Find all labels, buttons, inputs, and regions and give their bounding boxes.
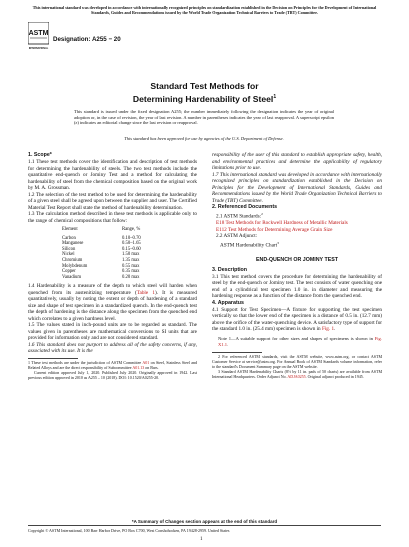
note-1 [212,336,382,347]
standard-note: This standard is issued under the fixed designation A255; the number immediately following the designation indicates the year of original adoption or, in the case of revision, the year of last revision. A number in parentheses indicates the year of last reapproval. A superscript epsilon (ε) indicates an editorial change since the last revision or reapproval. [74,109,334,125]
right-column [212,152,382,380]
note-text-b: . [227,341,229,347]
title-line-2 [30,92,379,105]
composition-table [62,227,141,280]
apparatus-heading: 4. Apparatus [212,299,244,306]
table-header-element: Element [62,227,78,232]
subcommittee-link[interactable]: A01.13 [132,364,145,370]
scope-heading: 1. Scope* [28,152,52,158]
paragraph-4-1 [212,307,382,333]
paragraph-1-4 [28,283,197,322]
table-1-link[interactable]: Table 1 [136,289,155,296]
p1-4-text-a: 1.4 Hardenability is a measure of the depth to which steel will harden when quenched from its austenitizing temperature ( [28,283,197,296]
paragraph-1-7: 1.7 This international standard was developed in accordance with internationally recognized principles on standardization established in the Decision on Principles for the Development of International Standards, Guides and Recommendations issued by the World Trade Organization Technical Barriers to Trade (TBT) Committee. [212,171,382,204]
paragraph-1-6: 1.6 This standard does not purport to address all of the safety concerns, if any, associated with its use. It is the [28,341,197,355]
paragraph-1-6-continued: responsibility of the user of this standard to establish appropriate safety, health, and environmental practices and determine the applicability of regulatory limitations prior to use. [212,152,382,171]
astm-logo [28,22,49,51]
table-cell: 0.50–1.65 [122,241,141,247]
table-cell: 0.20 max [122,274,140,280]
left-column [28,152,197,380]
svg-text:INTERNATIONAL: INTERNATIONAL [28,47,49,50]
p4-1-text-a: 4.1 Support for Test Specimen—A fixture for supporting the test specimen vertically so that the lower end of the specimen is a distance of 0.5 in. (12.7 mm) above the orifice of the water-quenching device. A satisfactory type of support for the standard 1.0 in. (25.4 mm) specimen is shown in [212,306,383,333]
summary-of-changes-note: *A Summary of Changes section appears at the end of this standard [131,519,278,524]
e18-title-link[interactable]: Test Methods for Rockwell Hardness of Metallic Materials [224,220,348,227]
table-cell: Carbon [62,235,76,241]
e18-link[interactable]: E18 [216,220,225,227]
e112-link[interactable]: E112 [216,226,227,233]
astm-adjunct-label: 2.2 ASTM Adjunct: [216,233,258,240]
description-heading: 3. Description [212,266,248,273]
table-cell: Silicon [62,246,76,252]
paragraph-1-5: 1.5 The values stated in inch-pound units are to be regarded as standard. The values given in parentheses are mathematical conversions to SI units that are provided for information only and are not considered standard. [28,322,197,342]
table-cell: Nickel [62,252,75,258]
fn3-text-a: 3 Standard ASTM Hardenability Charts (8½ by 11 in. pads of 50 charts) are available from ASTM International Headquarters. Order Adjunct No. [212,368,382,379]
p4-1-text-b: . [334,326,336,333]
table-header-range: Range, % [122,227,141,232]
document-title [30,81,379,104]
footnote-2-ref: 2 [261,212,263,216]
table-cell: 1.35 max [122,257,140,263]
title-line-1: Standard Test Methods for [150,81,259,91]
svg-text:ASTM: ASTM [28,30,49,37]
table-cell: 0.35 max [122,269,140,275]
table-cell: Copper [62,269,76,275]
table-cell: 0.15–0.60 [122,246,141,252]
paragraph-3-1: 3.1 This test method covers the procedure for determining the hardenability of steel by the end-quench or Jominy test. The test consists of water quenching one end of a cylindrical test specimen 1.0 in. in diameter and measuring the hardening response as a function of the distance from the quenched end. [212,273,382,300]
footnote-3-ref: 3 [277,240,279,245]
footer-divider [28,525,381,526]
referenced-documents-heading: 2. Referenced Documents [212,204,278,210]
e112-title-link[interactable]: Test Methods for Determining Average Grain Size [226,226,333,233]
ref-adjunct [212,240,382,249]
refs-sub1-text: 2.1 ASTM Standards: [216,213,262,220]
top-notice: This international standard was developed in accordance with internationally recognized principles on standardization established in the Decision on Principles for the Development of International Standards, Guides and Recommendations issued by the World Trade Organization Technical Barriers to Trade (TBT) Committee. [32,5,377,15]
footnote-divider-right [212,352,262,353]
table-cell: 0.10–0.70 [122,235,141,241]
paragraph-1-3: 1.3 The calculation method described in these test methods is applicable only to the range of chemical compositions that follow: [28,211,197,224]
table-cell: 0.55 max [122,263,140,269]
footnote-1-edition: Current edition approved July 1, 2020. Published July 2020. Originally approved in 1942. Last previous edition approved in 2010 as A255 – 10 (2018). DOI: 10.1520/A0255-20. [28,369,197,380]
fn1-text-c: on Bars. [144,364,159,370]
end-quench-heading: END-QUENCH OR JOMINY TEST [255,256,338,263]
table-cell: Molybdenum [62,263,88,269]
paragraph-1-1: 1.1 These test methods cover the identification and description of test methods for determining the hardenability of steels. The two test methods include the quantitative end-quench or Jominy Test and a method for calculating the hardenability of steel from the chemical composition based on the original work by M. A. Grossman. [28,159,197,191]
page-number: 1 [200,537,203,542]
dod-approval-note: This standard has been approved for use by agencies of the U.S. Department of Defense. [124,136,284,141]
footnote-divider [28,358,78,359]
title-line-2-text: Determining Hardenability of Steel [132,93,274,104]
note-text-a: Note 1—A suitable support for other sizes and shapes of specimens is shown in [218,335,375,341]
footnote-2: 2 For referenced ASTM standards, visit the ASTM website, www.astm.org, or contact ASTM Customer Service at service@astm.org. For Annual Book of ASTM Standards volume information, refer to the standard's Document Summary page on the ASTM website. [212,354,382,369]
fn3-text-b: . Original adjunct produced in 1945. [305,373,364,379]
copyright-line: Copyright © ASTM International, 100 Barr Harbor Drive, PO Box C700, West Conshohocken, PA 19428-2959. United States [28,528,230,533]
title-footnote-ref: 1 [273,93,277,100]
table-row [62,275,141,281]
fig-1-link[interactable]: Fig. 1 [321,326,335,333]
astm-standards-label [212,211,382,220]
table-cell: 1.50 max [122,252,140,258]
designation: Designation: A255 − 20 [53,36,121,43]
table-cell: Manganese [62,241,84,247]
paragraph-1-2: 1.2 The selection of the test method to be used for determining the hardenability of a given steel shall be agreed upon between the supplier and user. The Certified Material Test Report shall state the method of hardenability determination. [28,191,197,211]
fig-x1-link[interactable]: Fig. X1.1 [218,335,382,347]
adjunct-link[interactable]: ADJA0255 [287,373,306,379]
adjunct-title: ASTM Hardenability Chart [220,242,278,249]
committee-a01-link[interactable]: A01 [142,359,150,365]
table-cell: Vanadium [62,274,82,280]
fn1-text-b: on Steel, Stainless Steel and Related Alloys and are the direct responsibility of Subcommittee [28,359,197,370]
p1-4-text-b: ). It is measured quantitatively, usually by noting the extent or depth of hardening of a standard size and shape of test specimen in a standardized quench. In the end-quench test the depth of hardening is the distance along the specimen from the quenched end which correlates to a given hardness level. [28,289,197,322]
fn1-text-a: 1 These test methods are under the jurisdiction of ASTM Committee [28,359,143,365]
footnote-3 [212,370,382,380]
table-cell: Chromium [62,257,83,263]
